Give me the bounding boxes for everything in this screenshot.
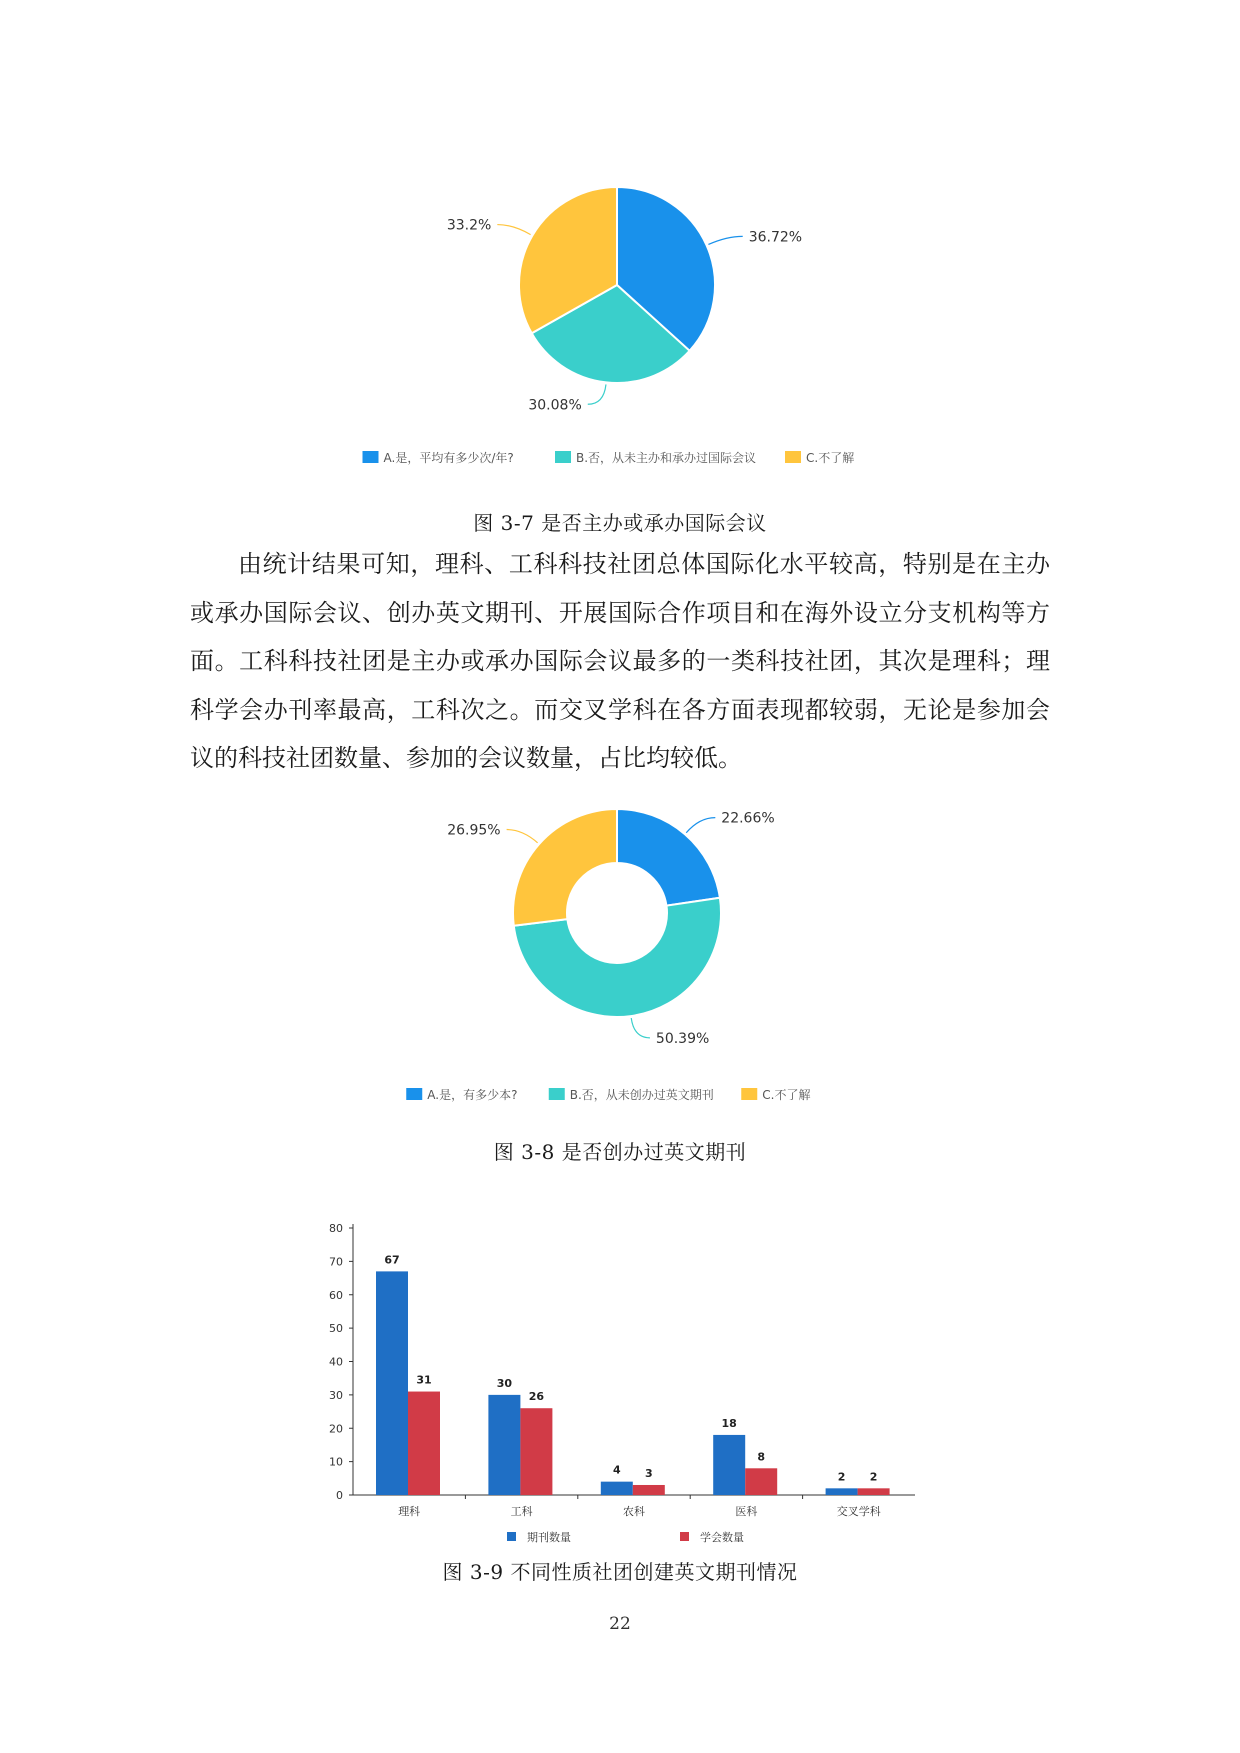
leader-line-2 <box>497 225 530 235</box>
leader-line-1 <box>588 384 606 404</box>
legend-item-0: A.是，平均有多少次/年? <box>383 451 514 465</box>
bar-value-label-1-0: 31 <box>416 1373 432 1387</box>
leader-line-0 <box>708 236 742 244</box>
bar-0-0 <box>376 1271 408 1495</box>
legend-item-1: 学会数量 <box>700 1531 744 1544</box>
figure-caption-3-7: 图 3-7 是否主办或承办国际会议 <box>473 511 767 535</box>
y-tick-label-6: 60 <box>329 1288 343 1302</box>
legend-swatch-0 <box>406 1088 422 1100</box>
legend-swatch-2 <box>741 1088 757 1100</box>
pie-slice-2 <box>513 809 617 926</box>
bar-1-0 <box>408 1392 440 1495</box>
slice-value-label-2: 26.95% <box>447 822 501 839</box>
bar-0-2 <box>601 1482 633 1495</box>
x-category-label-2: 农科 <box>623 1505 645 1518</box>
bar-1-4 <box>858 1488 890 1495</box>
legend-item-0: 期刊数量 <box>527 1531 571 1544</box>
legend-swatch-1 <box>555 451 571 463</box>
figure-caption-3-9: 图 3-9 不同性质社团创建英文期刊情况 <box>442 1560 798 1584</box>
legend-item-1: B.否，从未主办和承办过国际会议 <box>576 451 757 465</box>
slice-value-label-0: 22.66% <box>721 810 775 827</box>
leader-line-2 <box>507 830 538 843</box>
bar-value-label-0-2: 4 <box>612 1463 621 1477</box>
bar-chart-journals-by-discipline <box>0 1210 1240 1555</box>
leader-line-0 <box>686 818 715 833</box>
y-tick-label-0: 0 <box>336 1489 343 1502</box>
y-tick-label-1: 10 <box>329 1455 343 1469</box>
body-paragraph: 由统计结果可知，理科、工科科技社团总体国际化水平较高，特别是在主办或承办国际会议、创办英文期刊、开展国际合作项目和在海外设立分支机构等方面。工科科技社团是主办或承办国际会议最多的一类科技社团，其次是理科；理科学会办刊率最高，工科次之。而交叉学科在各方面表现都较弱，无论是参加会议的科技社团数量、参加的会议数量，占比均较低。 <box>190 550 1050 772</box>
legend-item-2: C.不了解 <box>806 451 855 465</box>
bar-value-label-1-3: 8 <box>757 1450 766 1464</box>
chart-legend <box>406 1087 810 1102</box>
bar-0-4 <box>826 1488 858 1495</box>
legend-item-2: C.不了解 <box>762 1088 811 1102</box>
y-tick-label-7: 70 <box>329 1255 343 1269</box>
slice-value-label-1: 30.08% <box>528 397 582 414</box>
y-tick-label-5: 50 <box>329 1322 343 1336</box>
x-category-label-4: 交叉学科 <box>836 1505 881 1518</box>
legend-swatch-1 <box>680 1532 689 1541</box>
bar-chart-legend <box>507 1530 744 1544</box>
slice-value-label-0: 36.72% <box>748 229 803 246</box>
bar-0-1 <box>488 1395 520 1495</box>
bar-value-label-0-3: 18 <box>721 1416 737 1430</box>
x-category-label-0: 理科 <box>398 1505 421 1518</box>
bar-value-label-1-2: 3 <box>644 1466 653 1480</box>
y-tick-label-4: 40 <box>329 1355 343 1369</box>
y-tick-label-8: 80 <box>329 1222 343 1235</box>
bar-value-label-0-0: 67 <box>384 1253 400 1267</box>
bar-1-1 <box>520 1408 552 1495</box>
x-category-label-1: 工科 <box>510 1505 533 1518</box>
chart-legend <box>363 450 855 465</box>
legend-item-0: A.是，有多少本? <box>427 1088 518 1102</box>
page-number: 22 <box>609 1614 631 1634</box>
y-tick-label-2: 20 <box>329 1422 343 1436</box>
bar-value-label-0-4: 2 <box>837 1470 846 1484</box>
legend-swatch-2 <box>785 451 801 463</box>
leader-line-1 <box>631 1018 650 1038</box>
slice-value-label-1: 50.39% <box>655 1030 710 1047</box>
bar-value-label-1-1: 26 <box>528 1390 545 1404</box>
donut-chart-english-journal <box>0 790 1240 1110</box>
legend-swatch-1 <box>549 1088 565 1100</box>
legend-swatch-0 <box>507 1532 516 1541</box>
bar-1-2 <box>633 1485 665 1495</box>
legend-item-1: B.否，从未创办过英文期刊 <box>569 1088 714 1102</box>
bar-value-label-0-1: 30 <box>496 1376 513 1390</box>
x-category-label-3: 医科 <box>735 1505 758 1518</box>
bar-value-label-1-4: 2 <box>869 1470 878 1484</box>
pie-chart-international-conference <box>0 150 1240 480</box>
legend-swatch-0 <box>363 451 379 463</box>
slice-value-label-2: 33.2% <box>446 217 492 234</box>
bar-1-3 <box>745 1468 777 1495</box>
y-tick-label-3: 30 <box>329 1388 343 1402</box>
bar-0-3 <box>713 1435 745 1495</box>
pie-slice-0 <box>617 809 720 906</box>
figure-caption-3-8: 图 3-8 是否创办过英文期刊 <box>493 1140 747 1164</box>
